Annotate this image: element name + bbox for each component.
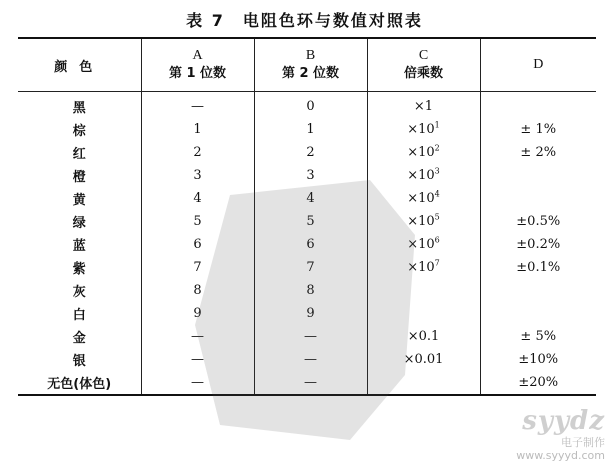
header-d xyxy=(480,38,596,92)
header-b-sub: 第 2 位数 xyxy=(281,66,340,81)
site-logo: syydz xyxy=(522,406,605,436)
cell-a: 9 xyxy=(141,302,254,325)
cell-d: ±0.1% xyxy=(480,256,596,279)
cell-b: 0 xyxy=(254,92,367,119)
cell-c-base: ×10 xyxy=(407,214,435,229)
cell-c-base: ×1 xyxy=(413,99,434,114)
cell-a: 7 xyxy=(141,256,254,279)
header-c-sub: 倍乘数 xyxy=(403,66,443,81)
cell-c xyxy=(367,187,480,210)
header-b-letter: B xyxy=(305,48,316,63)
cell-c xyxy=(367,92,480,119)
cell-c-base: ×10 xyxy=(407,191,435,206)
cell-d: ±10% xyxy=(480,348,596,371)
cell-b: 1 xyxy=(254,118,367,141)
cell-c-exp: 4 xyxy=(434,189,440,199)
cell-color: 白 xyxy=(18,302,141,325)
cell-color: 绿 xyxy=(18,210,141,233)
cell-a: 5 xyxy=(141,210,254,233)
cell-c xyxy=(367,164,480,187)
cell-color: 红 xyxy=(18,141,141,164)
cell-c-base: ×0.01 xyxy=(403,352,444,367)
color-code-table xyxy=(18,37,596,396)
table-row xyxy=(18,233,596,256)
cell-c-exp: 2 xyxy=(434,143,440,153)
cell-a: — xyxy=(141,92,254,119)
cell-d xyxy=(480,279,596,302)
cell-c xyxy=(367,118,480,141)
cell-color: 黄 xyxy=(18,187,141,210)
table-row xyxy=(18,279,596,302)
cell-b: 8 xyxy=(254,279,367,302)
cell-a: 1 xyxy=(141,118,254,141)
table-row xyxy=(18,118,596,141)
cell-color: 紫 xyxy=(18,256,141,279)
cell-c xyxy=(367,141,480,164)
table-row xyxy=(18,92,596,119)
site-url: www.syyyd.com xyxy=(516,449,605,462)
cell-color: 蓝 xyxy=(18,233,141,256)
cell-d: ±0.5% xyxy=(480,210,596,233)
cell-b: 5 xyxy=(254,210,367,233)
cell-b: — xyxy=(254,371,367,395)
site-watermark xyxy=(516,406,605,462)
cell-c-exp: 6 xyxy=(434,235,440,245)
cell-d xyxy=(480,187,596,210)
cell-a: 6 xyxy=(141,233,254,256)
cell-c-exp: 3 xyxy=(434,166,440,176)
cell-d: ±20% xyxy=(480,371,596,395)
cell-color: 金 xyxy=(18,325,141,348)
header-b xyxy=(254,38,367,92)
cell-a: 8 xyxy=(141,279,254,302)
cell-d: ± 5% xyxy=(480,325,596,348)
cell-b: 9 xyxy=(254,302,367,325)
cell-d xyxy=(480,92,596,119)
cell-c-base: ×10 xyxy=(407,122,435,137)
cell-a: 4 xyxy=(141,187,254,210)
cell-a: 2 xyxy=(141,141,254,164)
cell-c-exp: 1 xyxy=(434,120,440,130)
cell-b: 4 xyxy=(254,187,367,210)
cell-b: — xyxy=(254,348,367,371)
cell-b: — xyxy=(254,325,367,348)
table-row xyxy=(18,256,596,279)
cell-d: ± 1% xyxy=(480,118,596,141)
table-row xyxy=(18,210,596,233)
cell-a: — xyxy=(141,325,254,348)
cell-a: — xyxy=(141,371,254,395)
table-row xyxy=(18,187,596,210)
cell-d xyxy=(480,302,596,325)
cell-d xyxy=(480,164,596,187)
cell-c xyxy=(367,233,480,256)
cell-color: 黑 xyxy=(18,92,141,119)
table-row xyxy=(18,371,596,395)
table-row xyxy=(18,164,596,187)
table-title: 表 7 电阻色环与数值对照表 xyxy=(186,11,423,30)
header-a-sub: 第 1 位数 xyxy=(168,66,227,81)
cell-c-base: ×10 xyxy=(407,260,435,275)
cell-c-base: ×10 xyxy=(407,237,435,252)
header-c xyxy=(367,38,480,92)
cell-b: 2 xyxy=(254,141,367,164)
table-header-row xyxy=(18,38,596,92)
cell-d: ±0.2% xyxy=(480,233,596,256)
header-color-label: 颜色 xyxy=(54,59,105,75)
cell-color: 银 xyxy=(18,348,141,371)
cell-color: 灰 xyxy=(18,279,141,302)
table-row xyxy=(18,302,596,325)
cell-color: 橙 xyxy=(18,164,141,187)
header-color xyxy=(18,38,141,92)
header-a xyxy=(141,38,254,92)
table-row xyxy=(18,348,596,371)
cell-b: 3 xyxy=(254,164,367,187)
cell-color: 棕 xyxy=(18,118,141,141)
cell-c xyxy=(367,302,480,325)
header-d-letter: D xyxy=(533,57,544,72)
cell-c xyxy=(367,348,480,371)
cell-d: ± 2% xyxy=(480,141,596,164)
header-c-letter: C xyxy=(418,48,429,63)
cell-c xyxy=(367,210,480,233)
cell-c-base: ×10 xyxy=(407,168,435,183)
cell-b: 7 xyxy=(254,256,367,279)
cell-c-base: ×0.1 xyxy=(407,329,440,344)
site-name: 电子制作 xyxy=(561,436,605,449)
cell-c-exp: 5 xyxy=(434,212,440,222)
cell-c xyxy=(367,279,480,302)
cell-a: 3 xyxy=(141,164,254,187)
cell-color: 无色(体色) xyxy=(18,371,141,395)
cell-c xyxy=(367,371,480,395)
cell-c-exp: 7 xyxy=(434,258,440,268)
cell-c xyxy=(367,325,480,348)
header-a-letter: A xyxy=(192,48,203,63)
cell-a: — xyxy=(141,348,254,371)
cell-c-base: ×10 xyxy=(407,145,435,160)
table-row xyxy=(18,325,596,348)
cell-c xyxy=(367,256,480,279)
cell-b: 6 xyxy=(254,233,367,256)
table-row xyxy=(18,141,596,164)
